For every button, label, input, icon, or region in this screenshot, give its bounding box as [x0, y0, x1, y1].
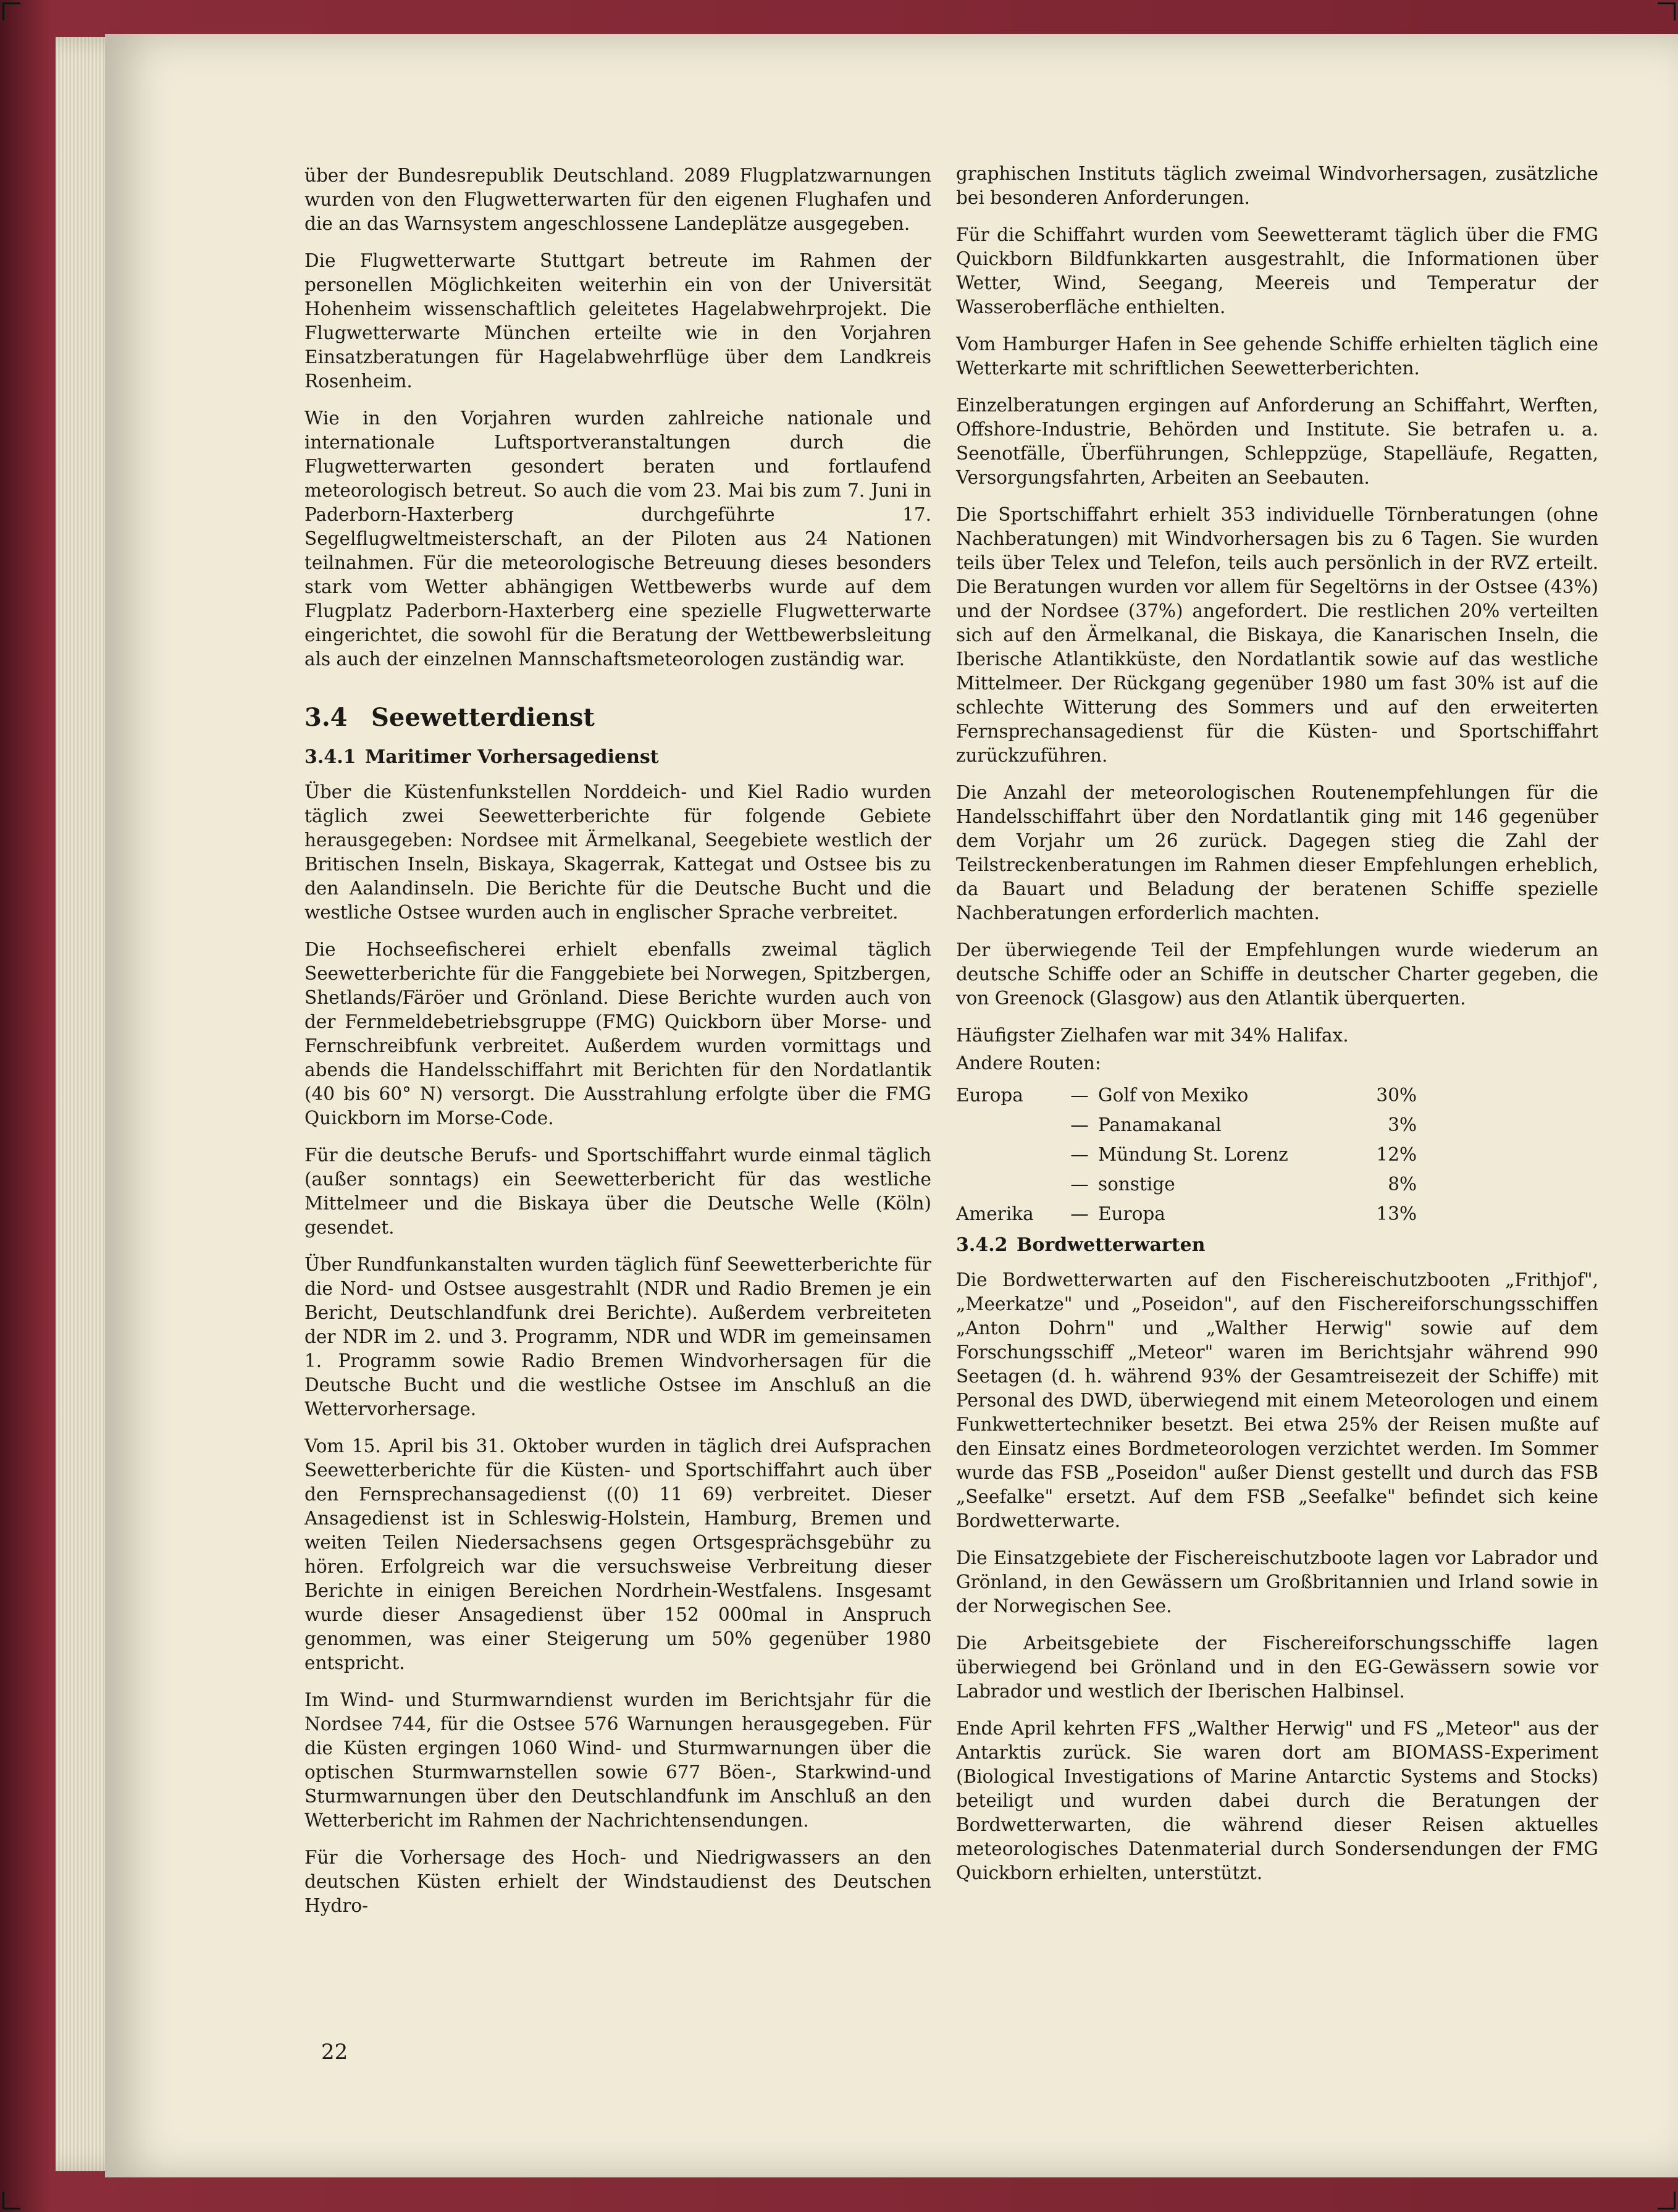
right-column — [956, 162, 1598, 1898]
left-column — [304, 164, 931, 1931]
route-destination: Europa — [1098, 1203, 1165, 1224]
route-row — [956, 1196, 1598, 1226]
paragraph: Der überwiegende Teil der Empfehlungen wurde wiederum an deutsche Schiffe oder an Schiffe in deutscher Charter gegeben, die von Greenock (Glasgow) aus den Atlantik überquerten. — [956, 940, 1598, 1009]
routes-intro: Häufigster Zielhafen war mit 34% Halifax. — [956, 1025, 1349, 1046]
paragraph: Die Hochseefischerei erhielt ebenfalls zweimal täglich Seewetterberichte für die Fanggebiete bei Norwegen, Spitzbergen, Shetlands/Färöer und Grönland. Diese Berichte wurden auch von der Fernmeldebetriebsgruppe (FMG) Quickborn über Morse- und Fernschreibfunk verbreitet. Außerdem wurden vormittags und abends die Handelsschiffahrt mit Berichten für den Nordatlantik (40 bis 60° N) versorgt. Die Ausstrahlung erfolgte über die FMG Quickborn im Morse-Code. — [304, 939, 931, 1129]
subsection-heading — [304, 746, 931, 769]
subsection-number: 3.4.1 — [304, 746, 356, 768]
paragraph: Die Bordwetterwarten auf den Fischereischutzbooten „Frithjof", „Meerkatze" und „Poseidon", auf den Fischereiforschungsschiffen „Anton Dohrn" und „Walther Herwig" sowie auf dem Forschungsschiff „Meteor" waren im Berichtsjahr während 990 Seetagen (d. h. während 93% der Gesamtreisezeit der Schiffe) mit Personal des DWD, überwiegend mit einem Meteorologen und einem Funkwettertechniker besetzt. Bei etwa 25% der Reisen mußte auf den Einsatz eines Bordmeteorologen verzichtet werden. Im Sommer wurde das FSB „Poseidon" außer Dienst gestellt und durch das FSB „Seefalke" ersetzt. Auf dem FSB „Seefalke" befindet sich keine Bordwetterwarte. — [956, 1269, 1598, 1531]
route-percent: 12% — [1376, 1144, 1417, 1165]
paragraph: Die Arbeitsgebiete der Fischereiforschungsschiffe lagen überwiegend bei Grönland und in den EG-Gewässern sowie vor Labrador und westlich der Iberischen Halbinsel. — [956, 1633, 1598, 1702]
routes-label: Andere Routen: — [956, 1053, 1101, 1074]
section-heading — [304, 704, 931, 732]
scan-corner-mark — [2, 2, 20, 20]
subsection-title: Maritimer Vorhersagedienst — [365, 746, 659, 768]
paragraph: Ende April kehrten FFS „Walther Herwig" und FS „Meteor" aus der Antarktis zurück. Sie waren dort am BIOMASS-Experiment (Biological Investigations of Marine Antarctic Systems and Stocks) beteiligt und wurden dabei durch die Beratungen der Bordwetterwarten, die während dieser Reisen aktuelles meteorologisches Datenmaterial durch Sondersendungen der FMG Quickborn erhielten, unterstützt. — [956, 1718, 1598, 1883]
paragraph: Einzelberatungen ergingen auf Anforderung an Schiffahrt, Werften, Offshore-Industrie, Behörden und Institute. Sie betrafen u. a. Seenotfälle, Überführungen, Schleppzüge, Stapelläufe, Regatten, Versorgungsfahrten, Arbeiten an Seebauten. — [956, 395, 1598, 488]
route-dash: — — [1070, 1144, 1089, 1165]
scan-corner-mark — [1658, 2, 1676, 20]
paragraph: Die Anzahl der meteorologischen Routenempfehlungen für die Handelsschiffahrt über den Nordatlantik ging mit 146 gegenüber dem Vorjahr um 26 zurück. Dagegen stieg die Zahl der Teilstreckenberatungen im Rahmen dieser Empfehlungen erheblich, da Bauart und Beladung der beratenen Schiffe spezielle Nachberatungen erforderlich machten. — [956, 782, 1598, 923]
route-dash: — — [1070, 1085, 1089, 1106]
paragraph: Für die Vorhersage des Hoch- und Niedrigwassers an den deutschen Küsten erhielt der Windstaudienst des Deutschen Hydro- — [304, 1847, 931, 1916]
route-dash: — — [1070, 1174, 1089, 1195]
paragraph: Vom 15. April bis 31. Oktober wurden in täglich drei Aufsprachen Seewetterberichte für die Küsten- und Sportschiffahrt auch über den Fernsprechansagedienst ((0) 11 69) verbreitet. Dieser Ansagedienst ist in Schleswig-Holstein, Hamburg, Bremen und weiten Teilen Niedersachsens gegen Ortsgesprächsgebühr zu hören. Erfolgreich war die versuchsweise Verbreitung dieser Berichte in einigen Bereichen Nordrhein-Westfalens. Insgesamt wurde dieser Ansagedienst über 152 000mal in Anspruch genommen, was einer Steigerung um 50% gegenüber 1980 entspricht. — [304, 1436, 931, 1673]
scan-corner-mark — [2, 2192, 20, 2210]
route-row — [956, 1137, 1598, 1167]
paragraph: Für die deutsche Berufs- und Sportschiffahrt wurde einmal täglich (außer sonntags) ein Seewetterbericht für das westliche Mittelmeer und die Biskaya über die Deutsche Welle (Köln) gesendet. — [304, 1145, 931, 1238]
route-destination: Golf von Mexiko — [1098, 1085, 1249, 1106]
route-row — [956, 1108, 1598, 1137]
paragraph: graphischen Instituts täglich zweimal Windvorhersagen, zusätzliche bei besonderen Anforderungen. — [956, 163, 1598, 208]
paragraph: über der Bundesrepublik Deutschland. 2089 Flugplatzwarnungen wurden von den Flugwetterwarten für den eigenen Flughafen und die an das Warnsystem angeschlossene Landeplätze ausgegeben. — [304, 165, 931, 234]
route-destination: Mündung St. Lorenz — [1098, 1144, 1288, 1165]
route-dash: — — [1070, 1114, 1089, 1135]
paragraph: Wie in den Vorjahren wurden zahlreiche nationale und internationale Luftsportveranstaltungen durch die Flugwetterwarten gesondert beraten und fortlaufend meteorologisch betreut. So auch die vom 23. Mai bis zum 7. Juni in Paderborn-Haxterberg durchgeführte 17. Segelflugweltmeisterschaft, an der Piloten aus 24 Nationen teilnahmen. Für die meteorologische Betreuung dieses besonders stark vom Wetter abhängigen Wettbewerbs wurde auf dem Flugplatz Paderborn-Haxterberg eine spezielle Flugwetterwarte eingerichtet, die sowohl für die Beratung der Wettbewerbsleitung als auch der einzelnen Mannschaftsmeteorologen zuständig war. — [304, 408, 931, 670]
paragraph: Über die Küstenfunkstellen Norddeich- und Kiel Radio wurden täglich zwei Seewetterberichte für folgende Gebiete herausgegeben: Nordsee mit Ärmelkanal, Seegebiete westlich der Britischen Inseln, Biskaya, Skagerrak, Kattegat und Ostsee bis zu den Aalandinseln. Die Berichte für die Deutsche Bucht und die westliche Ostsee wurden auch in englischer Sprache verbreitet. — [304, 781, 931, 923]
route-destination: sonstige — [1098, 1174, 1175, 1195]
paragraph: Über Rundfunkanstalten wurden täglich fünf Seewetterberichte für die Nord- und Ostsee ausgestrahlt (NDR und Radio Bremen je ein Bericht, Deutschlandfunk drei Berichte). Außerdem verbreiteten der NDR im 2. und 3. Programm, NDR und WDR im gemeinsamen 1. Programm sowie Radio Bremen Windvorhersagen für die Deutsche Bucht und die westliche Ostsee im Anschluß an die Wettervorhersage. — [304, 1254, 931, 1419]
route-region: Amerika — [956, 1203, 1034, 1224]
route-percent: 8% — [1388, 1174, 1417, 1195]
route-dash: — — [1070, 1203, 1089, 1224]
route-region: Europa — [956, 1085, 1023, 1106]
section-title: Seewetterdienst — [371, 703, 595, 732]
paragraph: Die Einsatzgebiete der Fischereischutzboote lagen vor Labrador und Grönland, in den Gewässern um Großbritannien und Irland sowie in der Norwegischen See. — [956, 1547, 1598, 1617]
paragraph: Im Wind- und Sturmwarndienst wurden im Berichtsjahr für die Nordsee 744, für die Ostsee 576 Warnungen herausgegeben. Für die Küsten ergingen 1060 Wind- und Sturmwarnungen über die optischen Sturmwarnstellen sowie 677 Böen-, Starkwind-und Sturmwarnungen über den Deutschlandfunk im Anschluß an den Wetterbericht im Rahmen der Nachrichtensendungen. — [304, 1689, 931, 1831]
route-percent: 13% — [1376, 1203, 1417, 1224]
page-number: 22 — [321, 2040, 348, 2064]
routes-table — [956, 1078, 1598, 1226]
route-row — [956, 1078, 1598, 1108]
scan-corner-mark — [1658, 2192, 1676, 2210]
subsection-heading — [956, 1234, 1598, 1257]
paragraph: Die Sportschiffahrt erhielt 353 individuelle Törnberatungen (ohne Nachberatungen) mit Windvorhersagen bis zu 6 Tagen. Sie wurden teils über Telex und Telefon, teils auch persönlich in der RVZ erteilt. Die Beratungen wurden vor allem für Segeltörns in der Ostsee (43%) und der Nordsee (37%) angefordert. Die restlichen 20% verteilten sich auf den Ärmelkanal, die Biskaya, die Kanarischen Inseln, die Iberische Atlantikküste, den Nordatlantik sowie auf das westliche Mittelmeer. Der Rückgang gegenüber 1980 um fast 30% ist auf die schlechte Witterung des Sommers und auf den erweiterten Fernsprechansagedienst für die Küsten- und Sportschiffahrt zurückzuführen. — [956, 504, 1598, 766]
subsection-title: Bordwetterwarten — [1017, 1234, 1206, 1256]
route-row — [956, 1167, 1598, 1196]
paragraph: Vom Hamburger Hafen in See gehende Schiffe erhielten täglich eine Wetterkarte mit schriftlichen Seewetterberichten. — [956, 334, 1598, 379]
route-percent: 30% — [1376, 1085, 1417, 1106]
route-destination: Panamakanal — [1098, 1114, 1222, 1135]
paragraph: Für die Schiffahrt wurden vom Seewetteramt täglich über die FMG Quickborn Bildfunkkarten ausgestrahlt, die Informationen über Wetter, Wind, Seegang, Meereis und Temperatur der Wasseroberfläche enthielten. — [956, 224, 1598, 318]
subsection-number: 3.4.2 — [956, 1234, 1008, 1256]
route-percent: 3% — [1388, 1114, 1417, 1135]
section-number: 3.4 — [304, 703, 348, 732]
paragraph: Die Flugwetterwarte Stuttgart betreute im Rahmen der personellen Möglichkeiten weiterhin ein von der Universität Hohenheim wissenschaftlich geleitetes Hagelabwehrprojekt. Die Flugwetterwarte München erteilte wie in den Vorjahren Einsatzberatungen für Hagelabwehrflüge über dem Landkreis Rosenheim. — [304, 250, 931, 392]
